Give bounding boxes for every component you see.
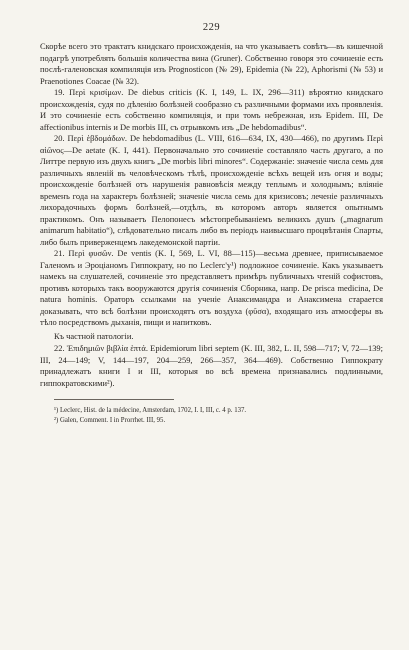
footnote-1: ¹) Leclerc, Hist. de la médecine, Amsterdam, 1702, I. I, III, c. 4 p. 137. <box>54 407 247 414</box>
footnote-divider <box>54 399 174 400</box>
paragraph-20-de-hebdomadibus: 20. Περὶ ἑβδομάδων. De hebdomadibus (L. VIII, 616—634, IX, 430—466), по другимъ Περὶ αἰῶνος—De aetate (K. I, 441). Первоначально это сочиненіе составляло часть другаго, а по Литтре первую изъ двухъ книгъ „De morbis libri minores“. Содержаніе: значеніе числа семь для различныхъ явленій въ человѣческомъ тѣлѣ, происхожденіе всѣхъ вещей изъ огня и воды; происхожденіе болѣзней отъ нарушенія равновѣсія между теплымъ и холоднымъ; вліяніе временъ года на характеръ болѣзней; значеніе числа семь для кризисовъ; леченіе различныхъ лихорадочныхъ формъ болѣзней,—отдѣлъ, въ которомъ авторъ является опытнымъ практикомъ. Онъ называетъ Пелопонесъ мѣстопребываніемъ великихъ душъ („magnarum animarum habitatio“), слѣдовательно писалъ либо въ періодъ наивысшаго процвѣтанія Спарты, либо былъ приверженцемъ лакедемонской партіи. <box>40 133 383 247</box>
page-number: 229 <box>202 22 221 33</box>
paragraph-19-de-diebus-criticis: 19. Περὶ κρισίμων. De diebus criticis (K. I, 149, L. IX, 296—311) вѣроятно книдскаго происхожденія, судя по дѣленію болѣзней сообразно съ различными формами ихъ проявленія. И это сочиненіе есть собственно компиляція, и при томъ небрежная, изъ Epidem. III, De affectionibus internis и De morbis III, съ отрывкомъ изъ „De hebdomadibus“. <box>40 87 383 132</box>
paragraph-21-de-ventis: 21. Περὶ φυσῶν. De ventis (K. I, 569, L. VI, 88—115)—весьма древнее, приписываемое Галеномъ и Эроціаномъ Гиппократу, но по Leclerc'у¹) подложное сочиненіе. Какъ указываетъ намекъ на слушателей, сочиненіе это представляетъ примѣръ публичныхъ чтеній софистовъ, противъ которыхъ такъ вооружаются другія сочиненія Сборника, напр. De prisca medicina, De natura hominis. Ораторъ ссылками на ученіе Анаксимандра и Анаксимена старается доказывать, что всѣ болѣзни происходятъ отъ воздуха (φῦσα), входящаго изъ атмосферы въ тѣло посредствомъ дыханія, пищи и напитковъ. <box>40 248 383 327</box>
footnotes <box>40 406 383 426</box>
paragraph-intro: Скорѣе всего это трактатъ книдскаго происхожденія, на что указываетъ совѣтъ—въ кишечной подагрѣ употреблять большія количества вина (Gruner). Собственно говоря это сочиненіе есть послѣ-галеновская компиляція изъ Prognosticon (№ 29), Epidemia (№ 22), Aphorismi (№ 53) и Praenotiones Coacae (№ 32). <box>40 41 383 86</box>
body-text <box>40 41 383 389</box>
footnote-2: ²) Galen, Comment. I in Prorrhet. III, 95. <box>54 417 166 424</box>
paragraph-22-epidemiorum: 22. Ἐπιδημιῶν βιβλία ἑπτά. Epidemiorum libri septem (K. III, 382, L. II, 598—717; V, 72—139; III, 24—149; V, 144—197, 204—259, 266—357, 364—469). Собственно Гиппократу принадлежатъ книги I и III, которыя во всѣ времена признавались подлинными, гиппократовскими²). <box>40 343 383 388</box>
section-subheading: Къ частной патологіи. <box>54 330 134 341</box>
